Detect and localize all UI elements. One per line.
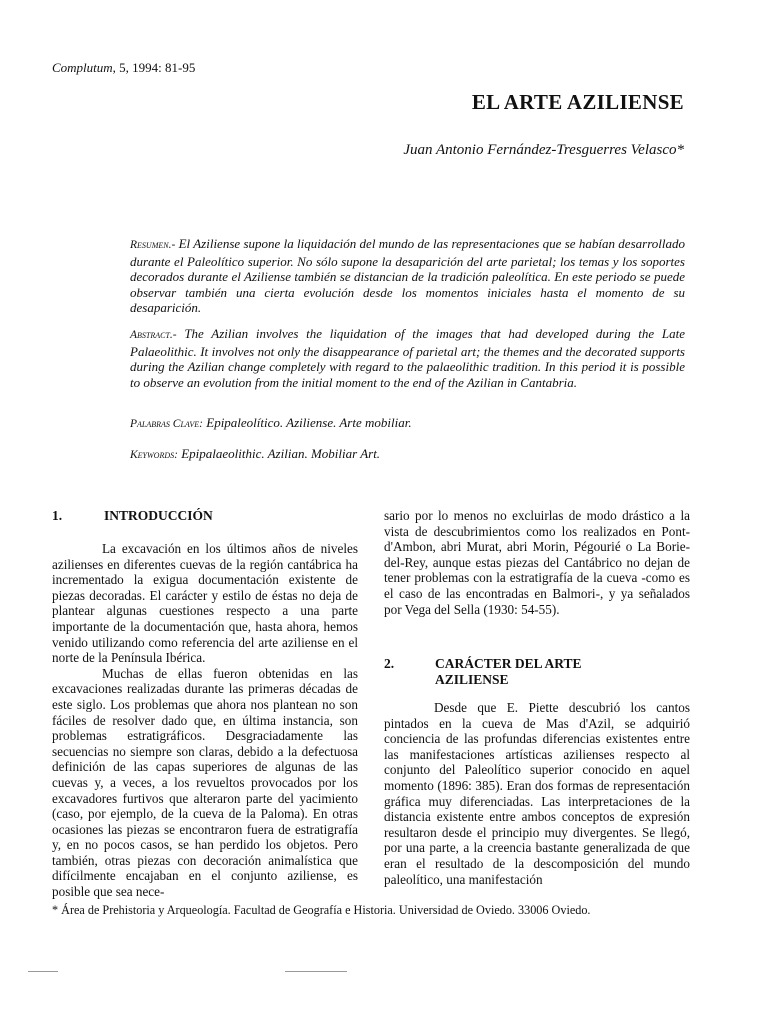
keywords xyxy=(130,446,685,464)
journal-name: Complutum xyxy=(52,60,113,75)
article-title: EL ARTE AZILIENSE xyxy=(471,90,684,114)
section-1-title: INTRODUCCIÓN xyxy=(104,508,213,523)
palabras-label: Palabras Clave: xyxy=(130,418,203,430)
palabras-clave xyxy=(130,415,685,433)
scan-mark xyxy=(285,971,347,972)
resumen-block xyxy=(130,236,685,316)
section-1-paragraph-2: Muchas de ellas fueron obtenidas en las excavaciones realizadas durante las primeras décadas de este siglo. Los problemas que ahora nos plantean no son fáciles de resolver dado que, en última instancia, son problemas estratigráficos. Desgraciadamente las secuencias no siempre son claras, debido a la defectuosa definición de las capas superiores de algunas de las cuevas y, a veces, a los revueltos provocados por los excavadores furtivos que alteraron parte del yacimiento (caso, por ejemplo, de la cueva de la Paloma). En otras ocasiones las piezas se encontraron fuera de estratigrafía y, en no pocos casos, se han perdido los objetos. Pero también, otras piezas con decoración animalística que difícilmente encajaban en el conjunto aziliense, es posible que sea nece- xyxy=(52,665,358,900)
abstract-block xyxy=(130,326,685,390)
abstract-text: The Azilian involves the liquidation of the images that had developed during the Late Palaeolithic. It involves not only the disappearance of parietal art; the themes and the decorated supports during the Azilian change completely with regard to the palaeolithic tradition. In this period it is possible to observe an evolution from the initial moment to the end of the Azilian in Cantabria. xyxy=(130,326,685,390)
keywords-label: Keywords: xyxy=(130,449,178,461)
section-2-paragraph-1: Desde que E. Piette descubrió los cantos pintados en la cueva de Mas d'Azil, se adquirió conciencia de las profundas diferencias existentes entre las manifestaciones artísticas azilienses respecto al conjunto del Paleolítico superior conocido en aquel momento (1896: 385). Eran dos formas de representación gráfica muy diferenciadas. Las interpretaciones de la distancia existente entre ambos conceptos de expresión resultaron desde el principio muy divergentes. Se llegó, por una parte, a la creencia bastante generalizada de que eran el resultado de la descomposición del mundo paleolítico, una manifestación xyxy=(384,700,690,887)
section-1-paragraph-1: La excavación en los últimos años de niveles azilienses en diferentes cuevas de la región cantábrica ha incrementado la exigua documentación existente de piezas decoradas. El carácter y estilo de éstas no deja de plantear algunas cuestiones respecto a una parte importante de la documentación que, hasta ahora, hemos venido utilizando como referencia del arte aziliense en el norte de la Península Ibérica. xyxy=(52,541,358,666)
abstract-label: Abstract.- xyxy=(130,329,177,341)
resumen-text: El Aziliense supone la liquidación del mundo de las representaciones que se habían desarrollado durante el Paleolítico superior. No sólo supone la desaparición del arte parietal; los temas y los soportes decorados durante el Aziliense también se distancian de la tradición paleolítica. En este periodo se puede observar también una cierta evolución desde los momentos iniciales hasta el momento de su desaparición. xyxy=(130,236,685,315)
scan-mark xyxy=(28,971,58,972)
journal-citation xyxy=(52,60,195,76)
section-1-number: 1. xyxy=(52,508,63,523)
section-1-paragraph-3: sario por lo menos no excluirlas de modo drástico a la vista de descubrimientos como los realizados en Pont-d'Ambon, abri Murat, abri Morin, Pégourié o La Borie-del-Rey, aunque estas piezas del Cantábrico no dejan de tener problemas con la estratigrafía de la cueva -como es el caso de las encontradas en Balmori-, y ya señalados por Vega del Sella (1930: 54-55). xyxy=(384,508,690,617)
left-column xyxy=(52,541,358,900)
affiliation-footnote: * Área de Prehistoria y Arqueología. Facultad de Geografía e Historia. Universidad de Oviedo. 33006 Oviedo. xyxy=(52,903,591,917)
keywords-text: Epipalaeolithic. Azilian. Mobiliar Art. xyxy=(177,446,381,461)
right-column-bottom xyxy=(384,700,690,887)
citation-details: , 5, 1994: 81-95 xyxy=(112,60,196,75)
palabras-text: Epipaleolítico. Aziliense. Arte mobiliar. xyxy=(203,415,412,430)
resumen-label: Resumen.- xyxy=(130,239,176,251)
right-column-top xyxy=(384,508,690,617)
section-2-title: CARÁCTER DEL ARTE AZILIENSE xyxy=(435,656,582,687)
section-2-number: 2. xyxy=(384,656,395,671)
article-author: Juan Antonio Fernández-Tresguerres Velasco* xyxy=(403,142,684,158)
